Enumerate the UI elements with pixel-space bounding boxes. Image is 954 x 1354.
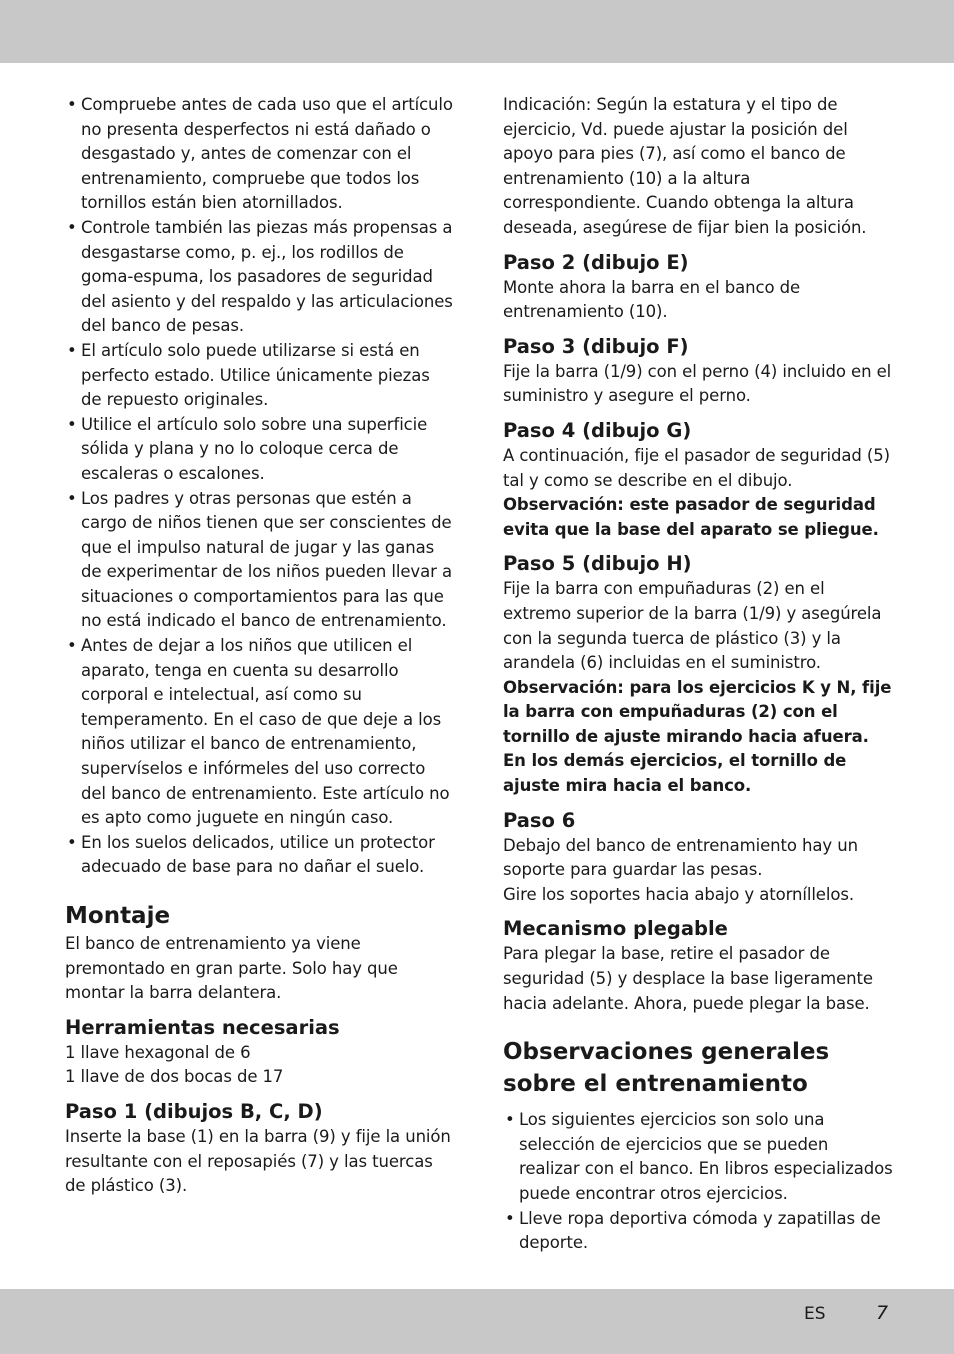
subsection-title-paso6: Paso 6 bbox=[503, 808, 576, 832]
subsection-title-paso5: Paso 5 (dibujo H) bbox=[503, 552, 692, 576]
list-item: • Controle también las piezas más propensas a desgastarse como, p. ej., los rodillos de goma-espuma, los pasadores de seguridad del asiento y del respaldo y las articulaciones del banco de pesas. bbox=[65, 216, 453, 339]
paso1-text: Inserte la base (1) en la barra (9) y fije la unión resultante con el reposapiés (7) y las tuercas de plástico (3). bbox=[65, 1126, 451, 1196]
subsection-title-mecanismo: Mecanismo plegable bbox=[503, 917, 728, 941]
list-item: • El artículo solo puede utilizarse si está en perfecto estado. Utilice únicamente piezas de repuesto originales. bbox=[65, 339, 453, 413]
list-item: • Compruebe antes de cada uso que el artículo no presenta desperfectos ni está dañado o desgastado y, antes de comenzar con el entrenamiento, compruebe que todos los tornillos están bien atornillados. bbox=[65, 93, 453, 216]
left-column bbox=[65, 93, 453, 1199]
training-bullet-list bbox=[503, 1108, 893, 1256]
paso4-text: A continuación, fije el pasador de seguridad (5) tal y como se describe en el dibujo. bbox=[503, 445, 890, 490]
subsection-title-paso2: Paso 2 (dibujo E) bbox=[503, 250, 689, 274]
list-item: • Antes de dejar a los niños que utilicen el aparato, tenga en cuenta su desarrollo corporal e intelectual, así como su temperamento. En el caso de que deje a los niños utilizar el banco de entrenamiento, supervíselos e infórmeles del uso correcto del banco de entrenamiento. Este artículo no es apto como juguete en ningún caso. bbox=[65, 634, 453, 831]
paso6-text: Gire los soportes hacia abajo y atorníllelos. bbox=[503, 884, 854, 904]
subsection-title-paso4: Paso 4 (dibujo G) bbox=[503, 418, 692, 442]
paso6-text: Debajo del banco de entrenamiento hay un soporte para guardar las pesas. bbox=[503, 835, 858, 880]
list-item: • Utilice el artículo solo sobre una superficie sólida y plana y no lo coloque cerca de escaleras o escalones. bbox=[65, 413, 453, 487]
list-item: • Lleve ropa deportiva cómoda y zapatillas de deporte. bbox=[503, 1207, 893, 1256]
subsection-title-paso3: Paso 3 (dibujo F) bbox=[503, 334, 689, 358]
footer-language-code: ES bbox=[804, 1304, 826, 1324]
paso5-note: Observación: para los ejercicios K y N, fije la barra con empuñaduras (2) con el tornillo de ajuste mirando hacia afuera. En los demás ejercicios, el tornillo de ajuste mira hacia el banco. bbox=[503, 677, 892, 796]
safety-bullet-list bbox=[65, 93, 453, 880]
mecanismo-text: Para plegar la base, retire el pasador de seguridad (5) y desplace la base ligeramente hacia adelante. Ahora, puede plegar la base. bbox=[503, 944, 873, 1013]
tools-line: 1 llave hexagonal de 6 bbox=[65, 1042, 251, 1062]
paso5-text: Fije la barra con empuñaduras (2) en el extremo superior de la barra (1/9) y asegúrela con la segunda tuerca de plástico (3) y la arandela (6) incluidas en el suministro. bbox=[503, 579, 882, 673]
list-item: • Los siguientes ejercicios son solo una selección de ejercicios que se pueden realizar con el banco. En libros especializados puede encontrar otros ejercicios. bbox=[503, 1108, 893, 1206]
subsection-title-tools: Herramientas necesarias bbox=[65, 1015, 340, 1039]
list-item: • Los padres y otras personas que estén a cargo de niños tienen que ser conscientes de que el impulso natural de jugar y las ganas de experimentar de los niños pueden llevar a situaciones o comportamientos para las que no está indicado el banco de entrenamiento. bbox=[65, 487, 453, 635]
paso4-note: Observación: este pasador de seguridad evita que la base del aparato se pliegue. bbox=[503, 495, 879, 539]
section-title-montaje: Montaje bbox=[65, 903, 171, 929]
page-number: 7 bbox=[876, 1302, 889, 1324]
section-title-observaciones: Observaciones generales sobre el entrenamiento bbox=[503, 1039, 830, 1098]
tools-line: 1 llave de dos bocas de 17 bbox=[65, 1067, 284, 1087]
paso3-text: Fije la barra (1/9) con el perno (4) incluido en el suministro y asegure el perno. bbox=[503, 361, 892, 406]
header-band bbox=[0, 0, 954, 63]
list-item: • En los suelos delicados, utilice un protector adecuado de base para no dañar el suelo. bbox=[65, 831, 453, 880]
montaje-text: El banco de entrenamiento ya viene premontado en gran parte. Solo hay que montar la barra delantera. bbox=[65, 934, 398, 1003]
subsection-title-paso1: Paso 1 (dibujos B, C, D) bbox=[65, 1099, 323, 1123]
right-column bbox=[503, 93, 893, 1256]
indicacion-text: Indicación: Según la estatura y el tipo de ejercicio, Vd. puede ajustar la posición del apoyo para pies (7), así como el banco de entrenamiento (10) a la altura correspondiente. Cuando obtenga la altura deseada, asegúrese de fijar bien la posición. bbox=[503, 95, 867, 237]
paso2-text: Monte ahora la barra en el banco de entrenamiento (10). bbox=[503, 277, 801, 322]
